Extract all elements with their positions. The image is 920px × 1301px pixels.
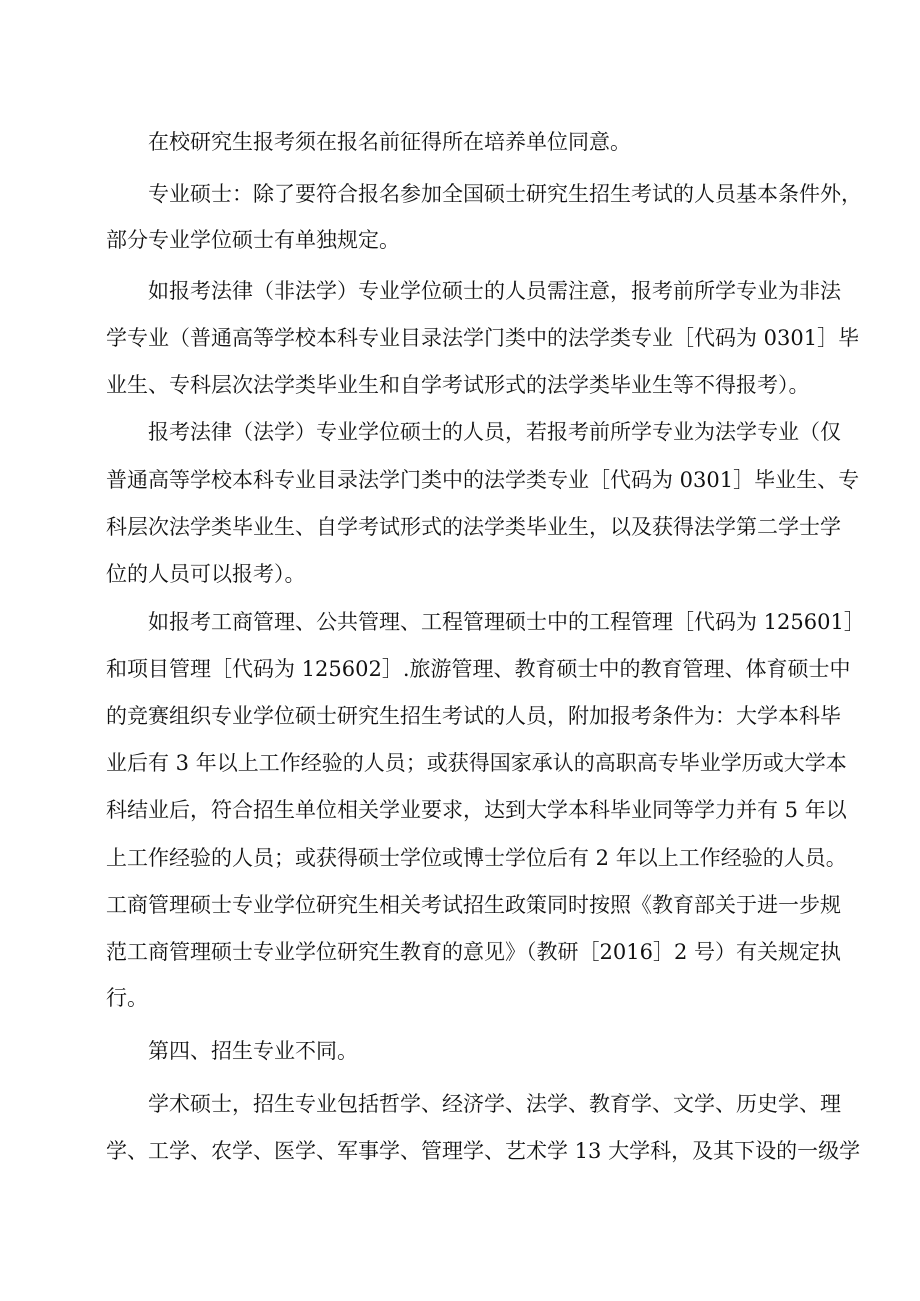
text-line: 的竞赛组织专业学位硕士研究生招生考试的人员，附加报考条件为：大学本科毕 xyxy=(106,704,841,728)
text-line: 学、工学、农学、医学、军事学、管理学、艺术学 13 大学科，及其下设的一级学 xyxy=(106,1139,861,1163)
text-line: 学专业（普通高等学校本科专业目录法学门类中的法学类专业［代码为 0301］毕 xyxy=(106,326,860,350)
text-line: 范工商管理硕士专业学位研究生教育的意见》（教研［2016］2 号）有关规定执 xyxy=(106,940,841,964)
text-line: 上工作经验的人员；或获得硕士学位或博士学位后有 2 年以上工作经验的人员。 xyxy=(106,846,847,870)
text-line: 第四、招生专业不同。 xyxy=(148,1039,358,1063)
text-line: 业后有 3 年以上工作经验的人员；或获得国家承认的高职高专毕业学历或大学本 xyxy=(106,751,847,775)
text-line: 普通高等学校本科专业目录法学门类中的法学类专业［代码为 0301］毕业生、专 xyxy=(106,468,860,492)
text-line: 在校研究生报考须在报名前征得所在培养单位同意。 xyxy=(148,130,631,154)
text-line: 报考法律（法学）专业学位硕士的人员，若报考前所学专业为法学专业（仅 xyxy=(148,420,841,444)
text-line: 科层次法学类毕业生、自学考试形式的法学类毕业生，以及获得法学第二学士学 xyxy=(106,515,841,539)
text-line: 科结业后，符合招生单位相关学业要求，达到大学本科毕业同等学力并有 5 年以 xyxy=(106,798,847,822)
text-line: 如报考法律（非法学）专业学位硕士的人员需注意，报考前所学专业为非法 xyxy=(148,279,841,303)
text-line: 业生、专科层次法学类毕业生和自学考试形式的法学类毕业生等不得报考）。 xyxy=(106,373,810,397)
text-line: 部分专业学位硕士有单独规定。 xyxy=(106,228,400,252)
text-line: 行。 xyxy=(106,986,148,1010)
text-line: 如报考工商管理、公共管理、工程管理硕士中的工程管理［代码为 125601］ xyxy=(148,610,865,634)
text-line: 学术硕士，招生专业包括哲学、经济学、法学、教育学、文学、历史学、理 xyxy=(148,1092,841,1116)
text-line: 位的人员可以报考）。 xyxy=(106,562,306,586)
text-line: 工商管理硕士专业学位研究生相关考试招生政策同时按照《教育部关于进一步规 xyxy=(106,893,841,917)
text-line: 和项目管理［代码为 125602］.旅游管理、教育硕士中的教育管理、体育硕士中 xyxy=(106,657,851,681)
text-line: 专业硕士：除了要符合报名参加全国硕士研究生招生考试的人员基本条件外， xyxy=(148,182,862,206)
